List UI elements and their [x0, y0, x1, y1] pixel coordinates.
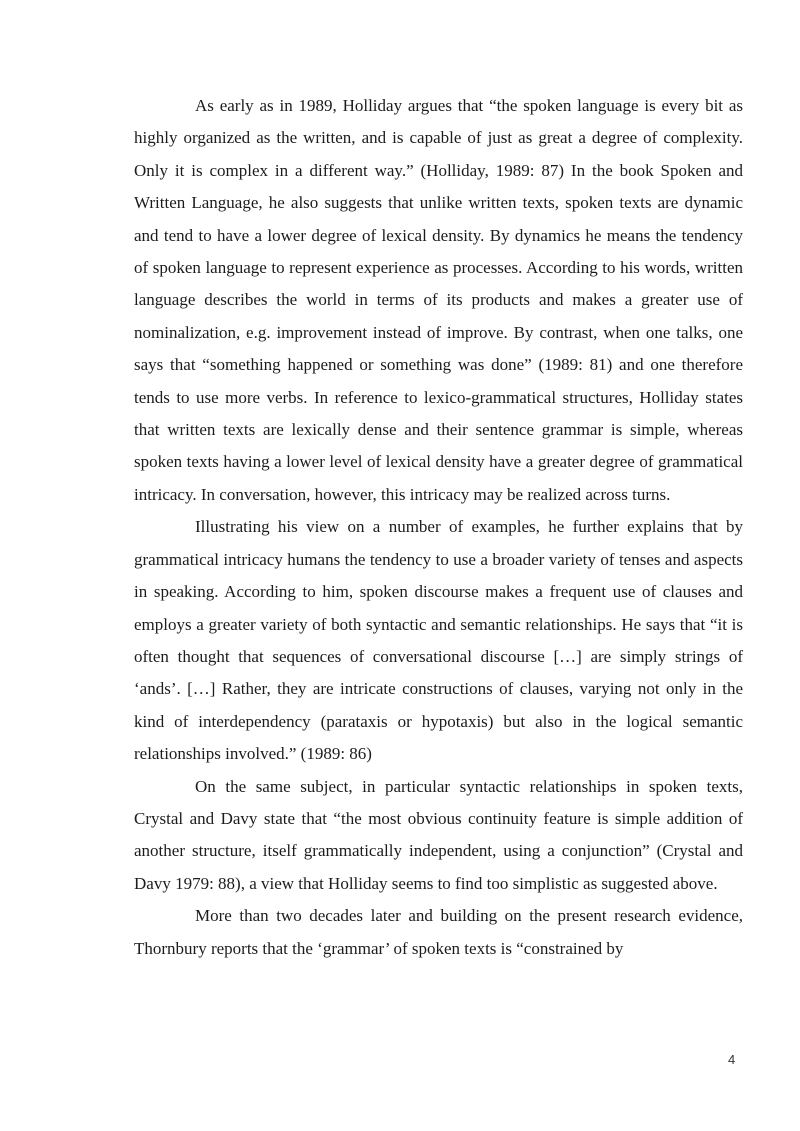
paragraph-grammatical-intricacy: Illustrating his view on a number of examples, he further explains that by grammatical intricacy humans the tendency to use a broader variety of tenses and aspects in speaking. According to him, spoken discourse makes a frequent use of clauses and employs a greater variety of both syntactic and semantic relationships. He says that “it is often thought that sequences of conversational discourse […] are simply strings of ‘ands’. […] Rather, they are intricate constructions of clauses, varying not only in the kind of interdependency (parataxis or hypotaxis) but also in the logical semantic relationships involved.” (1989: 86) — [134, 517, 743, 764]
page-number: 4 — [728, 1052, 736, 1067]
paragraph-holliday-1989: As early as in 1989, Holliday argues that “the spoken language is every bit as highly organized as the written, and is capable of just as great a degree of complexity. Only it is complex in a different way.” (Holliday, 1989: 87) In the book Spoken and Written Language, he also suggests that unlike written texts, spoken texts are dynamic and tend to have a lower degree of lexical density. By dynamics he means the tendency of spoken language to represent experience as processes. According to his words, written language describes the world in terms of its products and makes a greater use of nominalization, e.g. improvement instead of improve. By contrast, when one talks, one says that “something happened or something was done” (1989: 81) and one therefore tends to use more verbs. In reference to lexico-grammatical structures, Holliday states that written texts are lexically dense and their sentence grammar is simple, whereas spoken texts having a lower level of lexical density have a greater degree of grammatical intricacy. In conversation, however, this intricacy may be realized across turns. — [134, 96, 743, 504]
document-body — [134, 90, 743, 965]
paragraph-thornbury: More than two decades later and building on the present research evidence, Thornbury reports that the ‘grammar’ of spoken texts is “constrained by — [134, 906, 743, 958]
paragraph-crystal-and-davy: On the same subject, in particular syntactic relationships in spoken texts, Crystal and Davy state that “the most obvious continuity feature is simple addition of another structure, itself grammatically independent, using a conjunction” (Crystal and Davy 1979: 88), a view that Holliday seems to find too simplistic as suggested above. — [134, 776, 743, 893]
